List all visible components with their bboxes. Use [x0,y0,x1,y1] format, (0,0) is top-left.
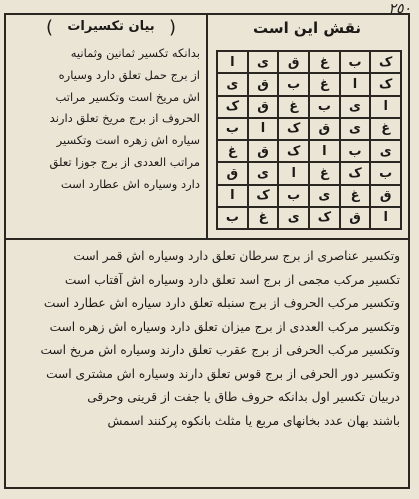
square-cell: ک [278,118,309,140]
square-cell: ق [309,118,340,140]
side-text-line: الحروف از برج مریخ تعلق دارند [49,111,200,126]
square-cell: غ [370,118,401,140]
square-cell: ب [217,118,248,140]
square-cell: ق [248,73,279,95]
square-cell: ک [370,51,401,73]
square-cell: ک [278,140,309,162]
square-cell: ب [340,140,371,162]
top-block [6,15,408,240]
side-text-line [12,217,200,239]
square-cell: ا [370,207,401,229]
square-cell: ک [340,162,371,184]
square-cell: غ [248,207,279,229]
square-cell: ا [278,162,309,184]
square-cell: ق [248,140,279,162]
square-cell: ک [217,96,248,118]
square-cell: غ [309,162,340,184]
square-cell: ب [370,162,401,184]
square-cell: ا [217,185,248,207]
square-cell: ا [370,96,401,118]
side-text-line: بدانکه تکسیر ثمانین وثمانیه [70,46,200,60]
side-text-line: سیاره اش زهره است وتکسیر [56,133,200,148]
square-cell: ی [370,140,401,162]
grid-title: نقش این است [252,19,362,37]
square-cell: ا [309,140,340,162]
square-cell: ی [309,185,340,207]
body-text-line: وتکسیر مرکب الحروف از برج سنبله تعلق دارد سیاره اش عطارد است [43,296,400,310]
section-heading: ( بیان تکسیرات ) [36,19,186,37]
square-cell: ب [309,96,340,118]
square-cell: ب [278,185,309,207]
side-text [12,43,200,239]
body-text-line: وتکسیر عناصری از برج سرطان تعلق دارد وسیاره اش قمر است [73,249,400,263]
square-cell: ب [340,51,371,73]
square-cell: ی [340,118,371,140]
square-cell: ک [309,207,340,229]
square-cell: ک [370,73,401,95]
square-cell: غ [309,51,340,73]
square-cell: ا [217,51,248,73]
body-text [14,245,400,433]
square-cell: ب [217,207,248,229]
body-text-line: تکسیر مرکب مجمی از برج اسد تعلق دارد وسیاره اش آفتاب است [64,272,400,287]
square-cell: غ [217,140,248,162]
page-number: ٢٥٠ [388,1,411,17]
square-cell: ی [340,96,371,118]
side-text-line: اش مریخ است وتکسیر مراتب [55,89,200,104]
body-text-line: وتکسیر مرکب العددی از برج میزان تعلق دارد وسیاره اش زهره است [49,319,400,334]
body-text-line: باشند بهان عدد بخانهای مربع یا مثلث بانکوه پرکنند اسمش [107,413,400,428]
square-cell: ب [278,73,309,95]
square-cell: غ [278,96,309,118]
side-text-line: دارد وسیاره اش عطارد است [60,176,200,191]
square-cell: ا [340,73,371,95]
square-cell: ق [217,162,248,184]
square-cell: ی [248,162,279,184]
side-text-pane [6,15,208,238]
side-text-line: از برج حمل تعلق دارد وسیاره [58,67,200,82]
side-text-line: مراتب العددی از برج جوزا تعلق [49,154,200,169]
square-cell: ی [278,207,309,229]
letter-square [216,50,402,230]
square-cell: ق [248,96,279,118]
side-text-line [12,196,200,218]
body-text-line: دربیان تکسیر اول بدانکه حروف طاق یا جفت از قرینی وحرقی [87,390,400,404]
square-cell: ق [278,51,309,73]
page-frame [4,13,410,489]
body-text-line: وتکسیر دور الحرفی از برج قوس تعلق دارند وسیاره اش مشتری است [46,366,400,381]
square-cell: ق [340,207,371,229]
square-cell: ی [217,73,248,95]
square-cell: ق [370,185,401,207]
square-cell: غ [340,185,371,207]
square-cell: ا [248,118,279,140]
square-cell: غ [309,73,340,95]
square-cell: ک [248,185,279,207]
body-text-line: وتکسیر مرکب الحرفی از برج عقرب تعلق دارند وسیاره اش مریخ است [40,343,400,357]
square-cell: ی [248,51,279,73]
square-pane [206,15,408,238]
